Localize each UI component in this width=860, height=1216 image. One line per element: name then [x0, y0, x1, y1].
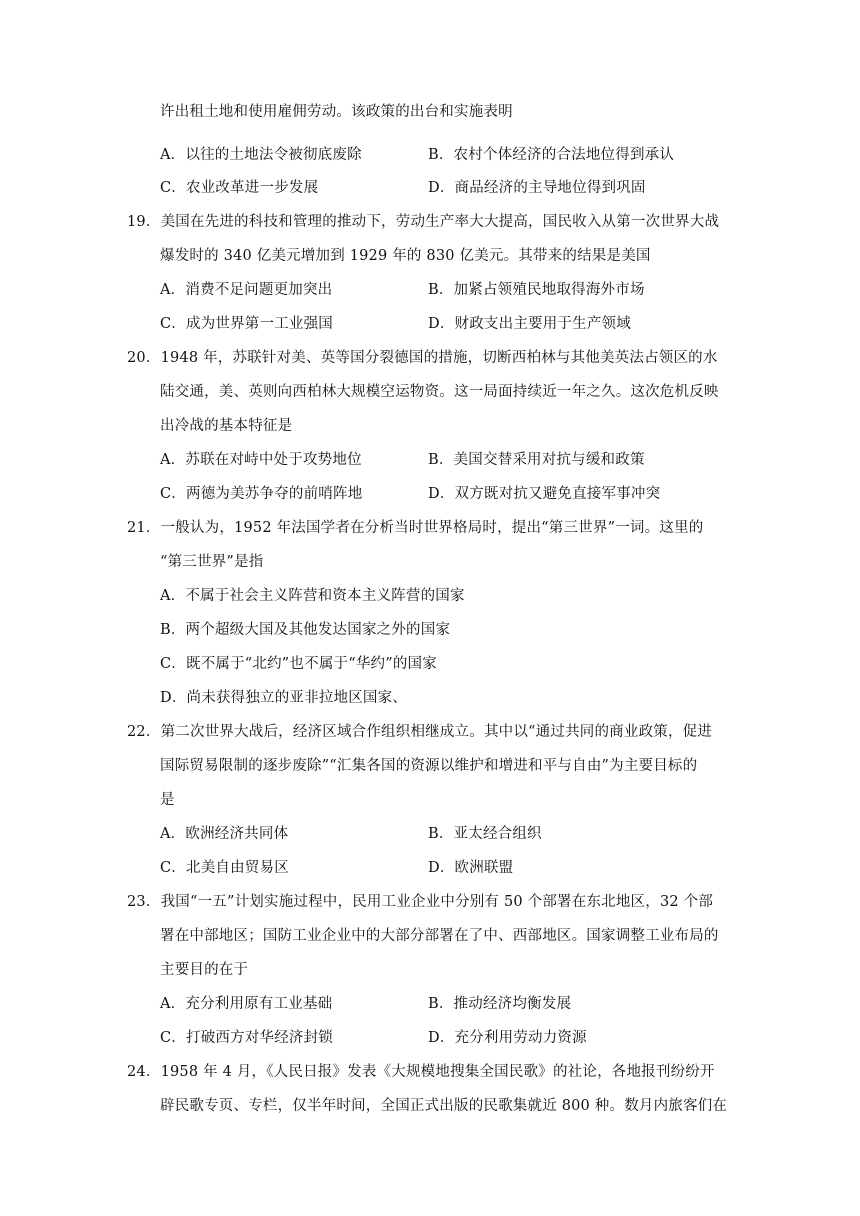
question-18-option-c: C．农业改革进一步发展 [160, 180, 319, 196]
question-20-stem-line-1: 20．1948 年，苏联针对美、英等国分裂德国的措施，切断西柏林与其他美英法占领区的水 [127, 350, 718, 366]
question-18-option-a: A．以往的土地法令被彻底废除 [160, 147, 362, 163]
question-23-stem-line-3: 主要目的在于 [160, 962, 249, 978]
question-24-stem-line-2: 辟民歌专页、专栏，仅半年时间，全国正式出版的民歌集就近 800 种。数月内旅客们在 [160, 1098, 728, 1114]
question-21-option-d: D．尚未获得独立的亚非拉地区国家、 [160, 690, 408, 706]
question-22-stem-line-1: 22．第二次世界大战后，经济区域合作组织相继成立。其中以“通过共同的商业政策，促进 [127, 724, 713, 740]
question-19-option-a: A．消费不足问题更加突出 [160, 282, 333, 298]
question-23-number: 23． [127, 894, 161, 910]
question-21-stem-line-2: “第三世界”是指 [160, 554, 264, 570]
question-23-option-d: D．充分利用劳动力资源 [428, 1030, 587, 1046]
question-20-option-a: A．苏联在对峙中处于攻势地位 [160, 452, 362, 468]
question-24-stem-line-1: 24．1958 年 4 月，《人民日报》发表《大规模地搜集全国民歌》的社论，各地报刊纷纷开 [127, 1064, 715, 1080]
question-19-option-c: C．成为世界第一工业强国 [160, 316, 333, 332]
question-23-option-c: C．打破西方对华经济封锁 [160, 1030, 333, 1046]
question-19-number: 19． [127, 214, 161, 230]
question-19-stem-line-1: 19．美国在先进的科技和管理的推动下，劳动生产率大大提高，国民收入从第一次世界大战 [127, 214, 720, 230]
question-22-option-c: C．北美自由贸易区 [160, 860, 289, 876]
question-21-number: 21． [127, 520, 161, 536]
question-23-stem-line-1: 23．我国“一五”计划实施过程中，民用工业企业中分别有 50 个部署在东北地区，32 个部 [127, 894, 714, 910]
question-22-option-b: B．亚太经合组织 [428, 826, 542, 842]
question-22-option-d: D．欧洲联盟 [428, 860, 514, 876]
question-18-option-d: D．商品经济的主导地位得到巩固 [428, 180, 646, 196]
question-19-option-d: D．财政支出主要用于生产领域 [428, 316, 631, 332]
question-18-option-b: B．农村个体经济的合法地位得到承认 [428, 147, 675, 163]
question-24-number: 24． [127, 1064, 161, 1080]
question-23-option-a: A．充分利用原有工业基础 [160, 996, 333, 1012]
question-20-number: 20． [127, 350, 161, 366]
question-21-stem-line-1: 21．一般认为，1952 年法国学者在分析当时世界格局时，提出“第三世界”一词。这里的 [127, 520, 704, 536]
question-23-stem-line-2: 署在中部地区；国防工业企业中的大部分部署在了中、西部地区。国家调整工业布局的 [160, 928, 719, 944]
question-22-stem-line-3: 是 [160, 792, 175, 808]
question-20-stem-line-3: 出冷战的基本特征是 [160, 418, 293, 434]
question-20-stem-line-2: 陆交通，美、英则向西柏林大规模空运物资。这一局面持续近一年之久。这次危机反映 [160, 384, 719, 400]
question-22-stem-line-2: 国际贸易限制的逐步废除”“汇集各国的资源以维护和增进和平与自由”为主要目标的 [160, 758, 698, 774]
question-22-number: 22． [127, 724, 161, 740]
question-23-option-b: B．推动经济均衡发展 [428, 996, 572, 1012]
question-19-option-b: B．加紧占领殖民地取得海外市场 [428, 282, 645, 298]
question-20-option-d: D．双方既对抗又避免直接军事冲突 [428, 486, 661, 502]
question-21-option-c: C．既不属于“北约”也不属于“华约”的国家 [160, 656, 437, 672]
question-19-stem-line-2: 爆发时的 340 亿美元增加到 1929 年的 830 亿美元。其带来的结果是美国 [160, 248, 651, 264]
question-20-option-b: B．美国交替采用对抗与缓和政策 [428, 452, 645, 468]
question-21-option-a: A．不属于社会主义阵营和资本主义阵营的国家 [160, 588, 465, 604]
question-22-option-a: A．欧洲经济共同体 [160, 826, 289, 842]
question-18-stem-tail: 许出租土地和使用雇佣劳动。该政策的出台和实施表明 [160, 104, 513, 120]
question-21-option-b: B．两个超级大国及其他发达国家之外的国家 [160, 622, 451, 638]
question-20-option-c: C．两德为美苏争夺的前哨阵地 [160, 486, 363, 502]
